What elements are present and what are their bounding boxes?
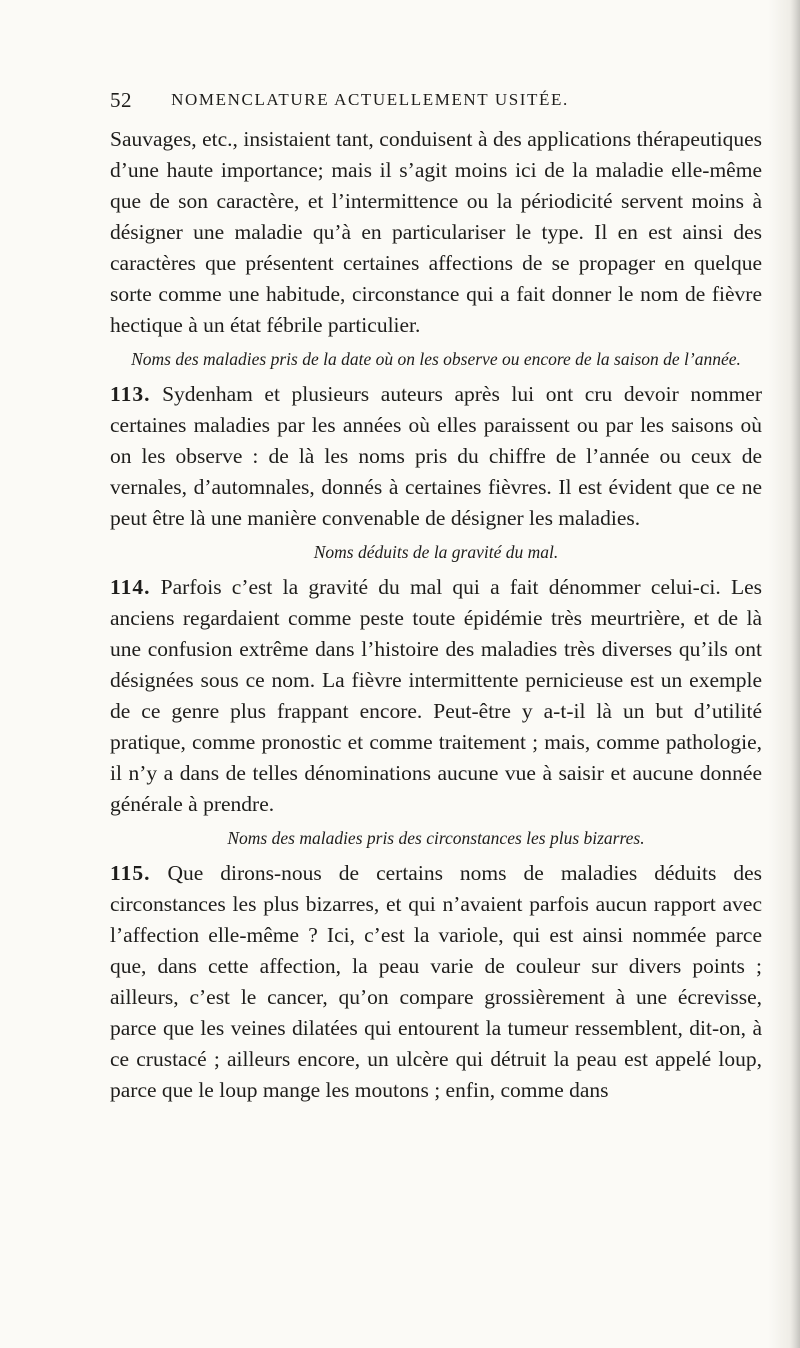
paragraph-113 (110, 379, 762, 534)
page-number: 52 (110, 88, 132, 112)
running-head: NOMENCLATURE ACTUELLEMENT USITÉE. (171, 90, 569, 109)
section-heading-gravity: Noms déduits de la gravité du mal. (313, 542, 559, 562)
paragraph-number: 113. (110, 382, 151, 406)
paragraph-text: Sydenham et plusieurs auteurs après lui ont cru devoir nommer certaines maladies par les années où elles paraissent ou par les saisons où on les observe : de là les noms pris du chiffre de l’année ou ceux de vernales, d’automnales, donnés à certaines fièvres. Il est évident que ce ne peut être là une manière convenable de désigner les maladies. (110, 382, 763, 530)
paragraph-text: Que dirons-nous de certains noms de maladies déduits des circonstances les plus bizarres, et qui n’avaient parfois aucun rapport avec l’affection elle-même ? Ici, c’est la variole, qui est ainsi nommée parce que, dans cette affection, la peau varie de couleur sur divers points ; ailleurs, c’est le cancer, qu’on compare grossièrement à une écrevisse, parce que les veines dilatées qui entourent la tumeur ressemblent, dit-on, à ce crustacé ; ailleurs encore, un ulcère qui détruit la peau est appelé loup, parce que le loup mange les moutons ; enfin, comme dans (110, 861, 762, 1102)
page-edge-shadow (790, 0, 800, 1348)
paragraph-114 (110, 572, 762, 820)
page-header (110, 88, 760, 118)
intro-paragraph: Sauvages, etc., insistaient tant, conduisent à des applications thérapeutiques d’une haute importance; mais il s’agit moins ici de la maladie elle-même que de son caractère, et l’intermittence ou la périodicité servent moins à désigner une maladie qu’à en particulariser le type. Il en est ainsi des caractères que présentent certaines affections de se propager en quelque sorte comme une habitude, circonstance qui a fait donner le nom de fièvre hectique à un état fébrile particulier. (110, 127, 762, 337)
paragraph-number: 115. (110, 861, 151, 885)
paragraph-number: 114. (110, 575, 151, 599)
section-heading-bizarre-circumstances: Noms des maladies pris des circonstances les plus bizarres. (227, 828, 645, 848)
section-heading-date-season: Noms des maladies pris de la date où on les observe ou encore de la saison de l’année. (131, 349, 741, 369)
body-text (110, 124, 762, 1106)
paragraph-115 (110, 858, 762, 1106)
paragraph-text: Parfois c’est la gravité du mal qui a fait dénommer celui-ci. Les anciens regardaient comme peste toute épidémie très meurtrière, et de là une confusion extrême dans l’histoire des maladies très diverses qu’ils ont désignées sous ce nom. La fièvre intermittente pernicieuse est un exemple de ce genre plus frappant encore. Peut-être y a-t-il là un but d’utilité pratique, comme pronostic et comme traitement ; mais, comme pathologie, il n’y a dans de telles dénominations aucune vue à saisir et aucune donnée générale à prendre. (110, 575, 762, 816)
